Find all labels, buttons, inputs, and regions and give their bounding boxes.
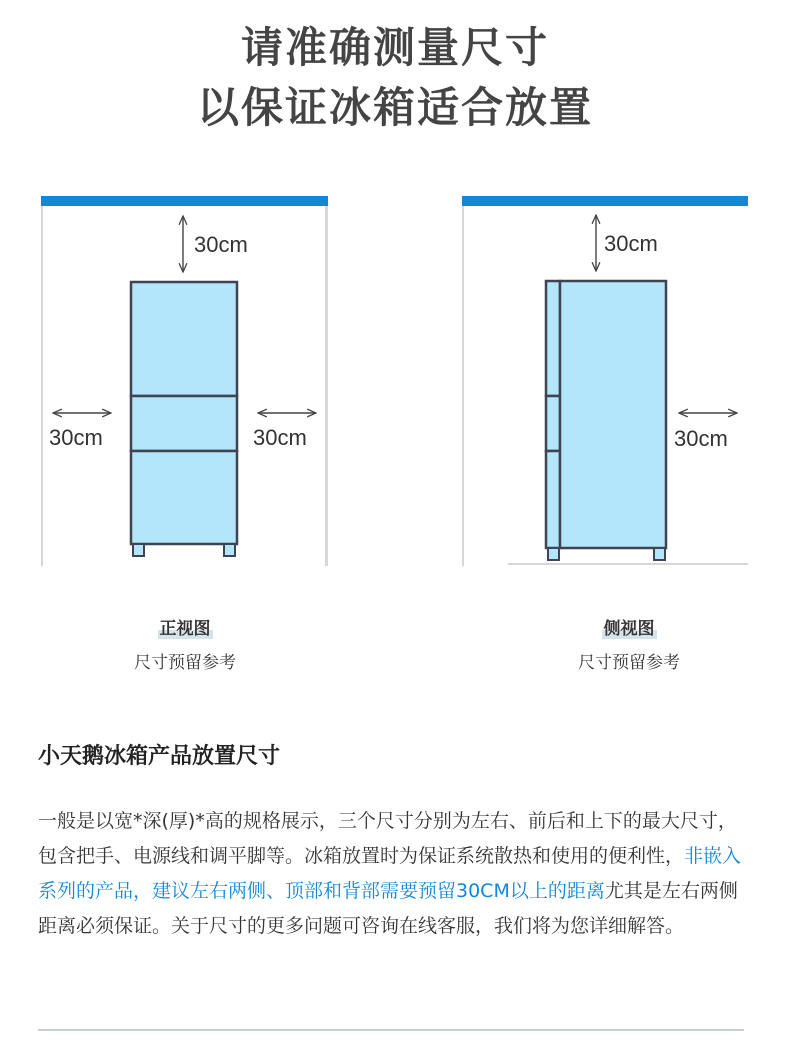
placement-diagram [0, 185, 790, 585]
front-right-gap-label: 30cm [253, 425, 307, 450]
front-fridge-left-foot [133, 544, 144, 556]
side-floor-line [508, 563, 748, 565]
headline-line-1: 请准确测量尺寸 [240, 23, 549, 72]
front-right-wall [325, 206, 328, 566]
side-right-gap-label: 30cm [674, 426, 728, 451]
side-left-wall [462, 206, 464, 566]
side-view-subtitle: 尺寸预留参考 [578, 653, 680, 673]
front-fridge-middle-drawer [131, 396, 237, 451]
front-fridge-right-foot [224, 544, 235, 556]
side-top-gap-label: 30cm [604, 231, 658, 256]
side-ceiling-bar [462, 196, 748, 206]
front-fridge-lower-drawer [131, 451, 237, 544]
front-left-gap-label: 30cm [49, 425, 103, 450]
side-view-title-text: 侧视图 [603, 619, 655, 639]
headline-line-2: 以保证冰箱适合放置 [196, 83, 593, 132]
side-fridge-front-foot [548, 548, 559, 560]
section-title: 小天鹅冰箱产品放置尺寸 [38, 744, 281, 769]
description-text-before: 一般是以宽*深(厚)*高的规格展示，三个尺寸分别为左右、前后和上下的最大尺寸，包含把手、电源线和调平脚等。冰箱放置时为保证系统散热和使用的便利性， [38, 810, 737, 867]
description-highlight: 非嵌入系列的产品，建议左右两侧、顶部和背部需要预留30CM以上的距离 [38, 845, 742, 902]
side-view-title [529, 618, 729, 640]
side-fridge-body [560, 281, 666, 548]
side-fridge-door-lower [546, 451, 560, 548]
side-fridge-door-upper [546, 281, 560, 396]
front-fridge-upper-door [131, 282, 237, 396]
side-fridge-back-foot [654, 548, 665, 560]
front-top-gap-label: 30cm [194, 232, 248, 257]
side-view-diagram [462, 196, 748, 566]
front-ceiling-bar [41, 196, 328, 206]
bottom-divider [38, 1029, 744, 1031]
side-fridge-door-middle [546, 396, 560, 451]
description-text-after: 尤其是左右两侧距离必须保证。关于尺寸的更多问题可咨询在线客服，我们将为您详细解答。 [38, 880, 738, 937]
front-view-title [85, 618, 285, 640]
front-view-subtitle: 尺寸预留参考 [134, 653, 236, 673]
front-view-diagram [41, 196, 328, 566]
front-view-title-text: 正视图 [159, 619, 211, 639]
front-left-wall [41, 206, 43, 566]
placement-description [38, 804, 754, 944]
